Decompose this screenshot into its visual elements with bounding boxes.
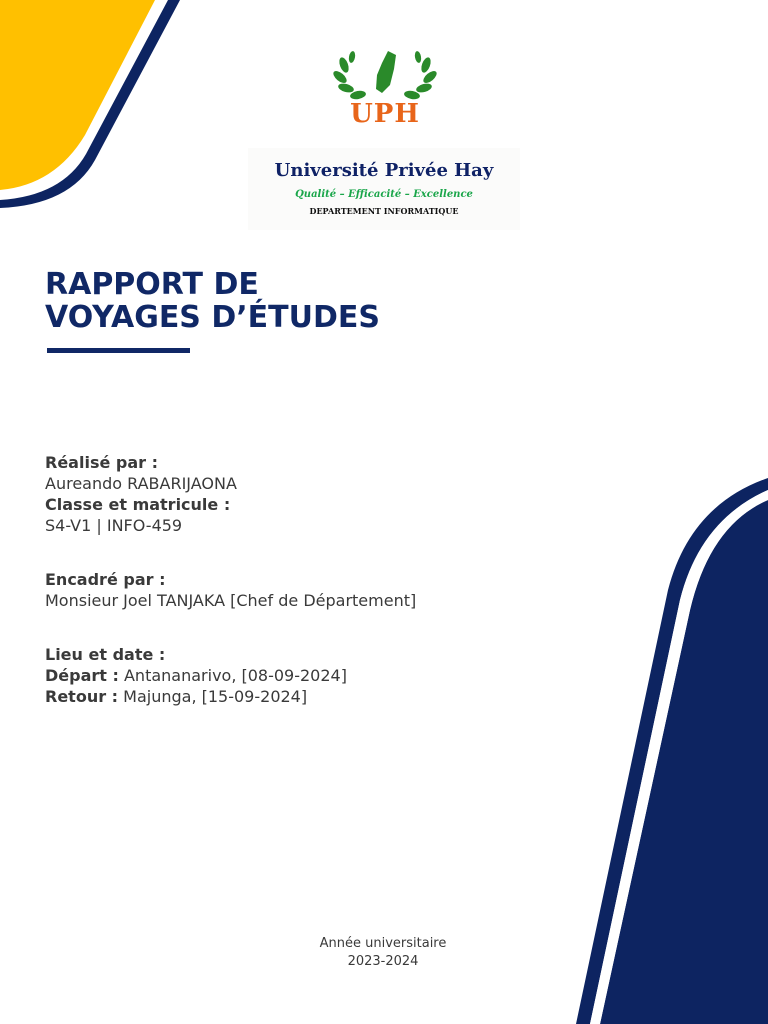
class-label: Classe et matricule : <box>45 495 231 514</box>
title-underline <box>47 348 190 353</box>
departure-line <box>45 665 347 686</box>
academic-year-value: 2023-2024 <box>347 954 419 969</box>
university-name: Université Privée Hay <box>274 160 494 181</box>
title-line-1: RAPPORT DE <box>45 267 259 302</box>
return-line <box>45 686 347 707</box>
supervisor-label: Encadré par : <box>45 570 166 589</box>
supervisor-value: Monsieur Joel TANJAKA [Chef de Département] <box>45 591 417 610</box>
return-value: Majunga, [15-09-2024] <box>123 687 308 706</box>
uph-logo <box>330 45 440 135</box>
return-label: Retour : <box>45 687 119 706</box>
title-line-2: VOYAGES D’ÉTUDES <box>45 300 380 335</box>
departure-label: Départ : <box>45 666 119 685</box>
author-section <box>45 452 237 536</box>
laurel-wreath-icon <box>330 45 440 105</box>
departure-value: Antananarivo, [08-09-2024] <box>123 666 347 685</box>
yellow-corner-shape <box>0 0 155 190</box>
academic-year <box>283 935 483 971</box>
author-name: Aureando RABARIJAONA <box>45 474 237 493</box>
supervisor-section <box>45 569 416 611</box>
department-name: DEPARTEMENT INFORMATIQUE <box>309 206 459 216</box>
class-value: S4-V1 | INFO-459 <box>45 516 183 535</box>
place-date-label: Lieu et date : <box>45 645 166 664</box>
report-title <box>45 268 380 334</box>
author-label: Réalisé par : <box>45 453 158 472</box>
academic-year-label: Année universitaire <box>319 936 447 951</box>
university-banner <box>248 148 520 230</box>
university-motto: Qualité – Efficacité – Excellence <box>295 189 473 200</box>
uph-acronym: UPH <box>350 99 420 129</box>
place-date-section <box>45 644 347 707</box>
